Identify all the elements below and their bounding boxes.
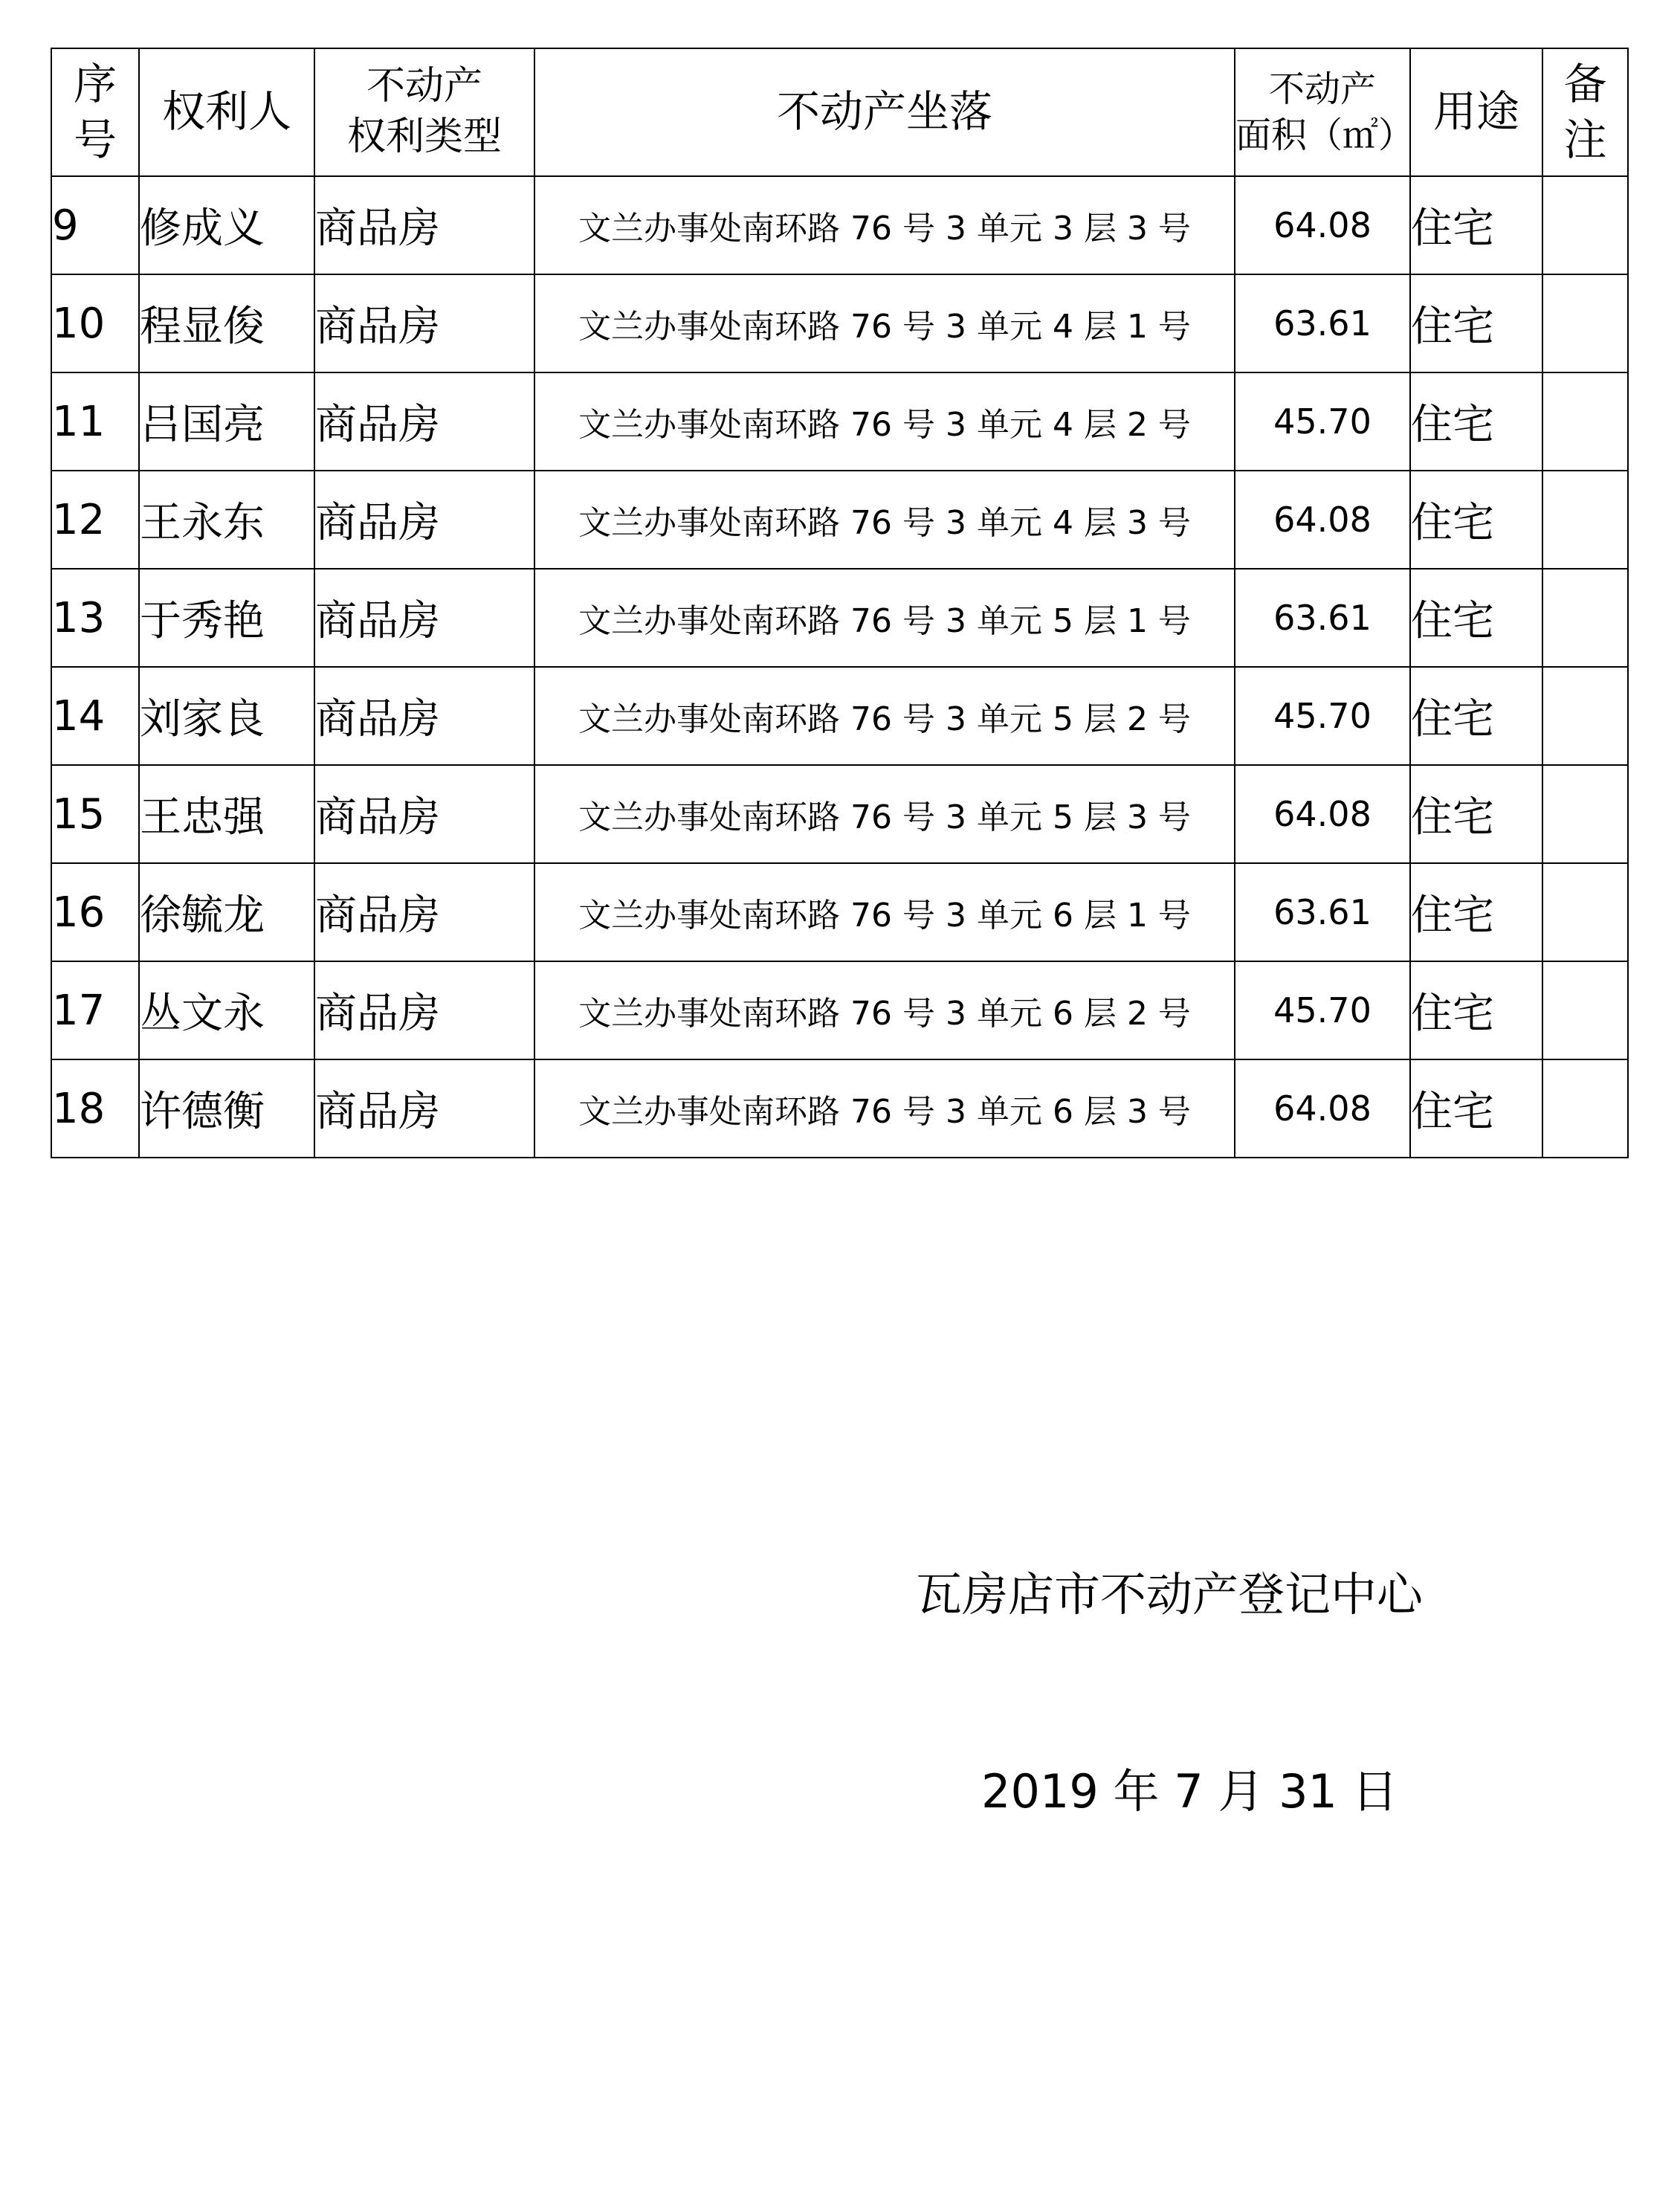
cell-no: 15 [51, 765, 139, 863]
table-row [51, 1059, 1628, 1158]
table-row [51, 765, 1628, 863]
cell-use: 住宅 [1410, 961, 1542, 1059]
cell-note [1542, 372, 1628, 471]
table-row [51, 961, 1628, 1059]
cell-type: 商品房 [314, 863, 534, 961]
cell-location: 文兰办事处南环路 76 号 3 单元 6 层 2 号 [534, 961, 1235, 1059]
cell-area: 63.61 [1235, 569, 1410, 667]
cell-note [1542, 471, 1628, 569]
cell-use: 住宅 [1410, 863, 1542, 961]
table-row [51, 176, 1628, 274]
cell-holder: 许德衡 [139, 1059, 314, 1158]
cell-use: 住宅 [1410, 765, 1542, 863]
cell-holder: 王忠强 [139, 765, 314, 863]
cell-holder: 于秀艳 [139, 569, 314, 667]
cell-use: 住宅 [1410, 176, 1542, 274]
cell-note [1542, 1059, 1628, 1158]
cell-use: 住宅 [1410, 274, 1542, 372]
table-row [51, 569, 1628, 667]
cell-location: 文兰办事处南环路 76 号 3 单元 5 层 2 号 [534, 667, 1235, 765]
cell-location: 文兰办事处南环路 76 号 3 单元 5 层 3 号 [534, 765, 1235, 863]
cell-type: 商品房 [314, 569, 534, 667]
issue-date: 2019 年 7 月 31 日 [981, 1764, 1398, 1819]
cell-note [1542, 176, 1628, 274]
cell-type: 商品房 [314, 765, 534, 863]
cell-use: 住宅 [1410, 471, 1542, 569]
cell-holder: 徐毓龙 [139, 863, 314, 961]
header-use: 用途 [1410, 48, 1542, 176]
cell-type: 商品房 [314, 667, 534, 765]
header-row [51, 48, 1628, 176]
cell-area: 64.08 [1235, 1059, 1410, 1158]
cell-area: 64.08 [1235, 765, 1410, 863]
table-row [51, 863, 1628, 961]
cell-holder: 刘家良 [139, 667, 314, 765]
header-type-line1: 不动产 [366, 64, 482, 109]
cell-area: 45.70 [1235, 372, 1410, 471]
cell-location: 文兰办事处南环路 76 号 3 单元 5 层 1 号 [534, 569, 1235, 667]
table-row [51, 372, 1628, 471]
cell-note [1542, 667, 1628, 765]
cell-area: 63.61 [1235, 863, 1410, 961]
cell-holder: 王永东 [139, 471, 314, 569]
cell-area: 64.08 [1235, 471, 1410, 569]
cell-location: 文兰办事处南环路 76 号 3 单元 4 层 2 号 [534, 372, 1235, 471]
property-registry-table [51, 48, 1629, 1158]
cell-location: 文兰办事处南环路 76 号 3 单元 6 层 3 号 [534, 1059, 1235, 1158]
header-type [314, 48, 534, 176]
header-no-line2: 号 [73, 114, 117, 165]
cell-no: 14 [51, 667, 139, 765]
header-no [51, 48, 139, 176]
cell-area: 64.08 [1235, 176, 1410, 274]
header-type-line2: 权利类型 [346, 114, 502, 159]
cell-use: 住宅 [1410, 569, 1542, 667]
cell-note [1542, 274, 1628, 372]
cell-note [1542, 765, 1628, 863]
cell-holder: 程显俊 [139, 274, 314, 372]
cell-no: 11 [51, 372, 139, 471]
cell-holder: 吕国亮 [139, 372, 314, 471]
header-area [1235, 48, 1415, 176]
cell-type: 商品房 [314, 1059, 534, 1158]
table-row [51, 471, 1628, 569]
cell-no: 18 [51, 1059, 139, 1158]
cell-use: 住宅 [1410, 1059, 1542, 1158]
table-row [51, 667, 1628, 765]
table-row [51, 274, 1628, 372]
cell-type: 商品房 [314, 961, 534, 1059]
cell-no: 9 [51, 176, 139, 274]
cell-holder: 修成义 [139, 176, 314, 274]
cell-location: 文兰办事处南环路 76 号 3 单元 4 层 3 号 [534, 471, 1235, 569]
cell-type: 商品房 [314, 471, 534, 569]
cell-type: 商品房 [314, 176, 534, 274]
header-note-line1: 备 [1563, 58, 1607, 109]
table-header [51, 48, 1628, 176]
cell-area: 45.70 [1235, 961, 1410, 1059]
cell-no: 16 [51, 863, 139, 961]
cell-note [1542, 961, 1628, 1059]
issuing-organization: 瓦房店市不动产登记中心 [916, 1567, 1424, 1622]
cell-type: 商品房 [314, 372, 534, 471]
header-location: 不动产坐落 [534, 48, 1235, 176]
cell-no: 12 [51, 471, 139, 569]
cell-use: 住宅 [1410, 667, 1542, 765]
header-no-line1: 序 [73, 58, 117, 109]
header-holder: 权利人 [139, 48, 314, 176]
cell-location: 文兰办事处南环路 76 号 3 单元 6 层 1 号 [534, 863, 1235, 961]
cell-area: 63.61 [1235, 274, 1410, 372]
cell-location: 文兰办事处南环路 76 号 3 单元 3 层 3 号 [534, 176, 1235, 274]
cell-type: 商品房 [314, 274, 534, 372]
header-note-line2: 注 [1563, 114, 1607, 165]
cell-use: 住宅 [1410, 372, 1542, 471]
cell-area: 45.70 [1235, 667, 1410, 765]
cell-no: 10 [51, 274, 139, 372]
cell-location: 文兰办事处南环路 76 号 3 单元 4 层 1 号 [534, 274, 1235, 372]
cell-no: 17 [51, 961, 139, 1059]
cell-holder: 丛文永 [139, 961, 314, 1059]
cell-no: 13 [51, 569, 139, 667]
header-area-line1: 不动产 [1268, 68, 1376, 110]
table-body [51, 176, 1628, 1158]
header-note [1542, 48, 1628, 176]
header-area-line2: 面积（㎡） [1235, 114, 1415, 156]
cell-note [1542, 863, 1628, 961]
cell-note [1542, 569, 1628, 667]
